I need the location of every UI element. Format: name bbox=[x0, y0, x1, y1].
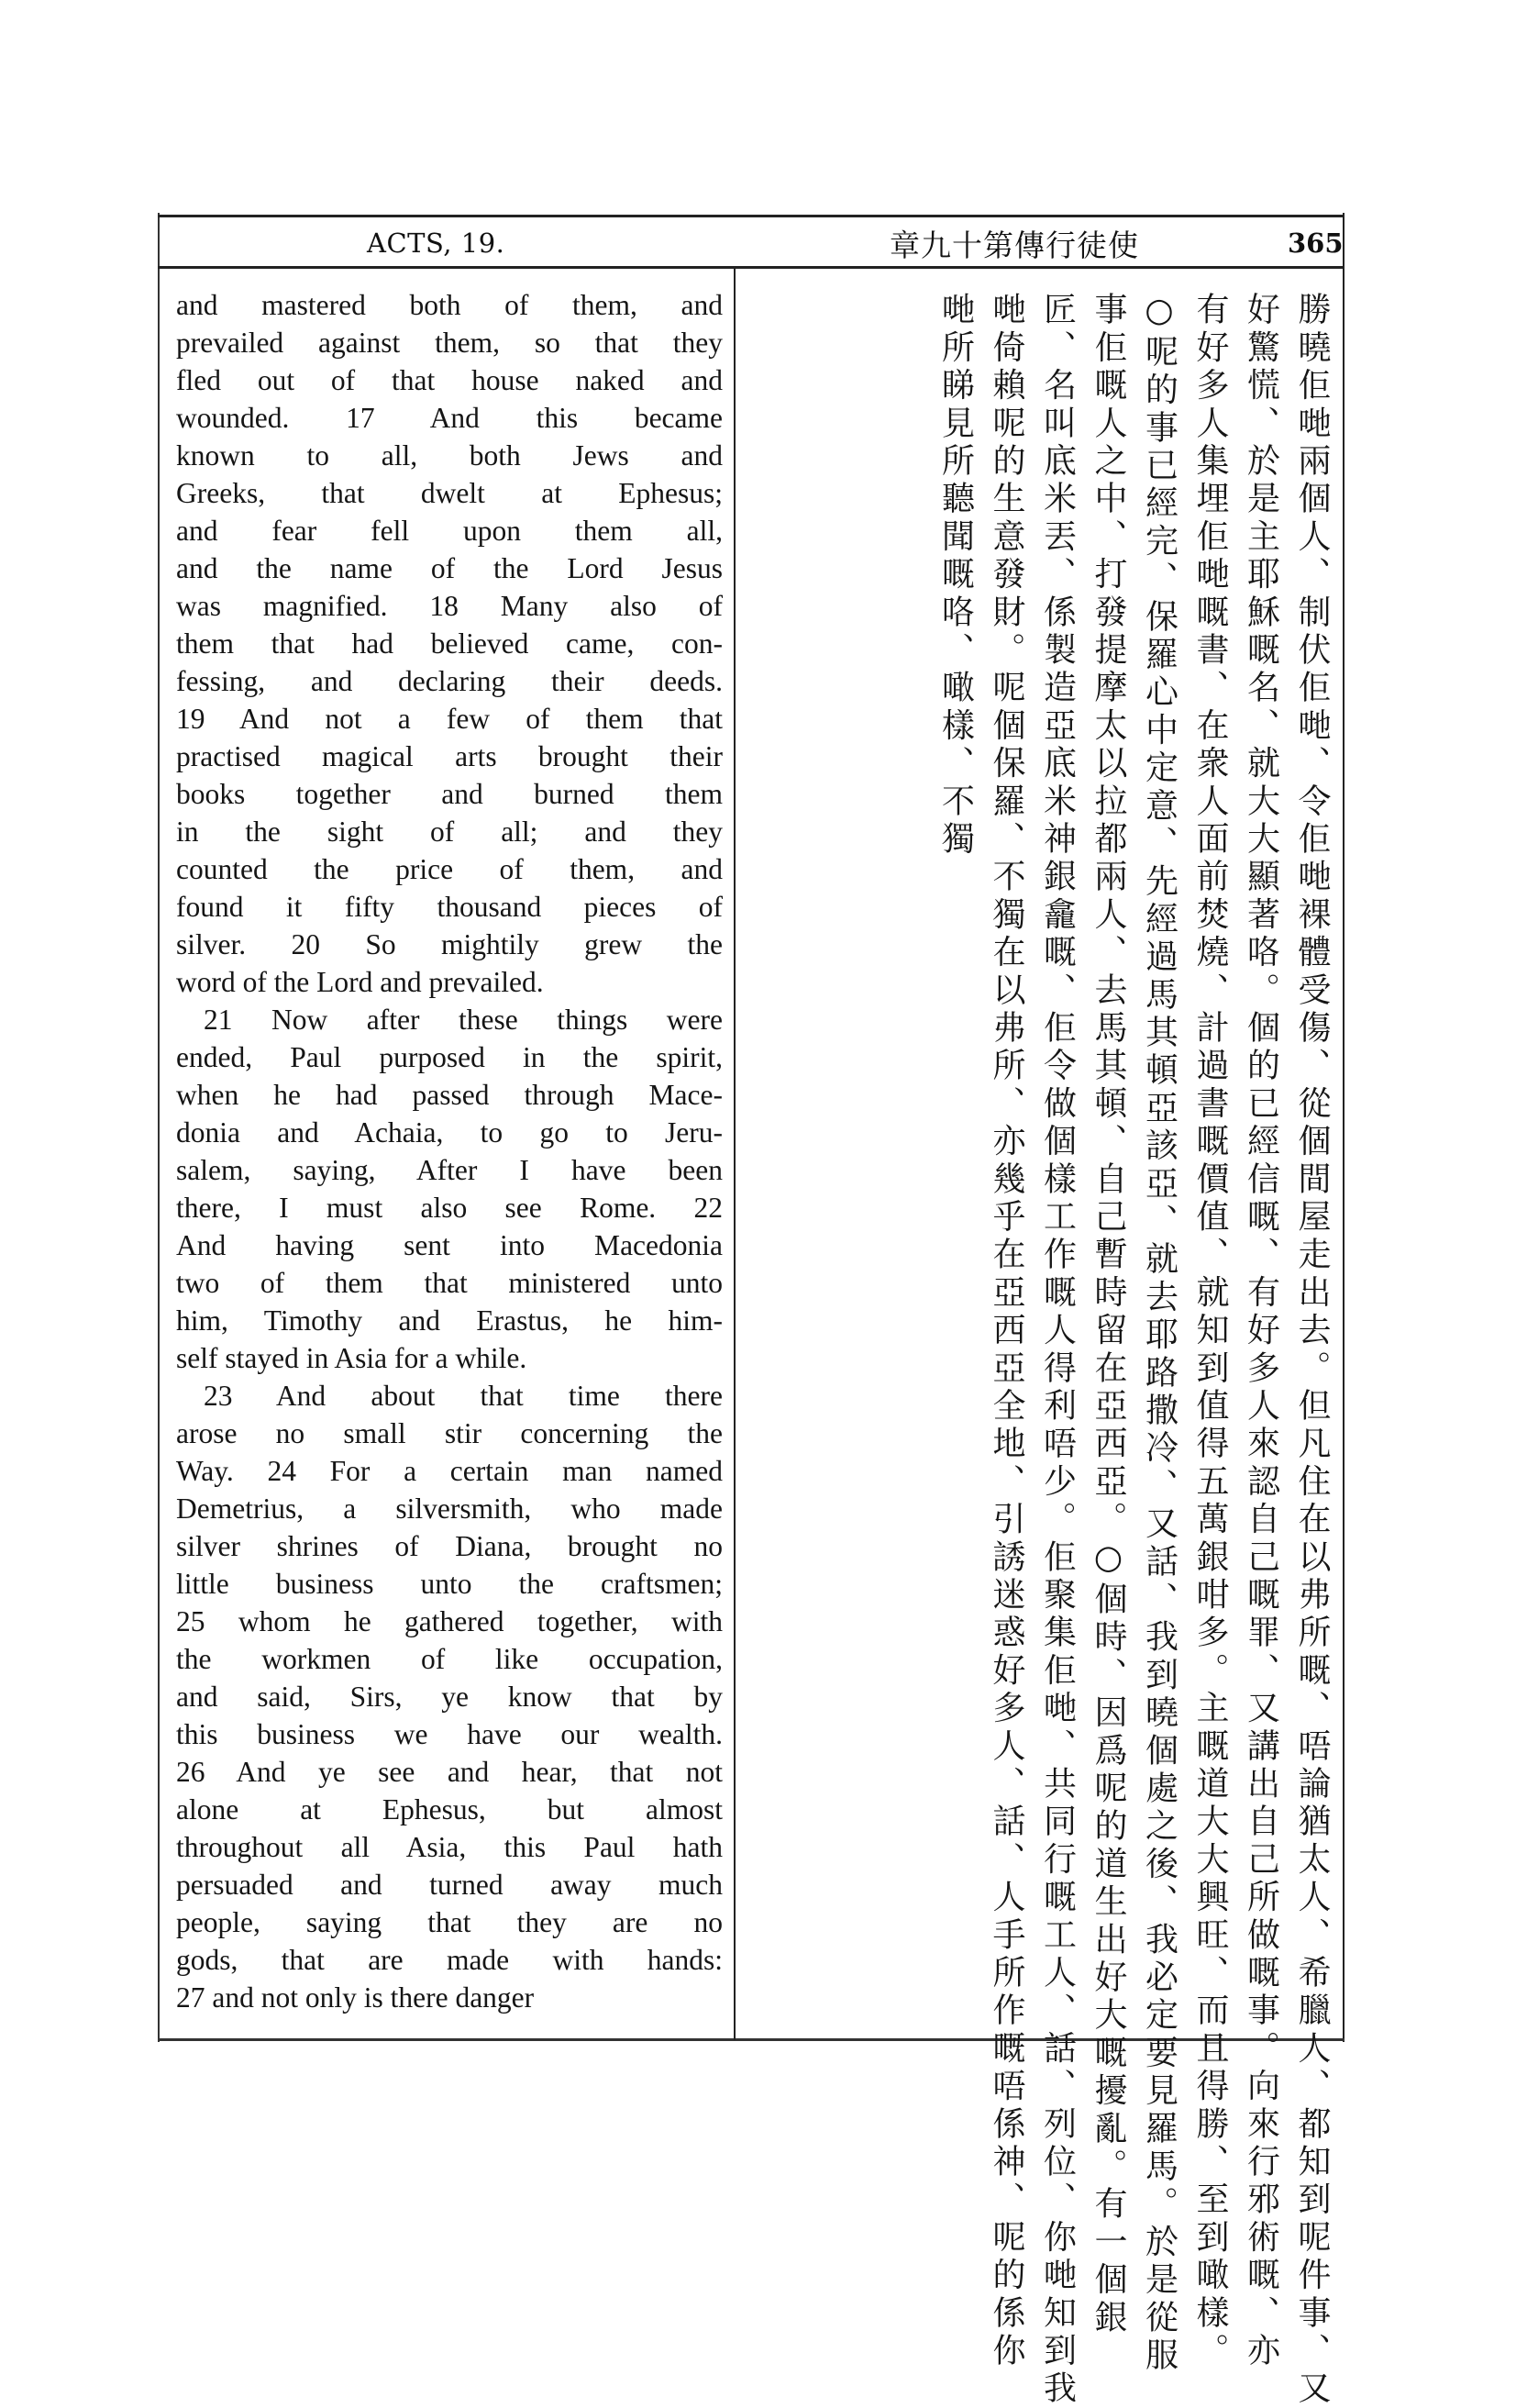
english-text-line: 23 And about that time there bbox=[204, 1380, 723, 1412]
chinese-text-column: 勝曉佢哋兩個人、制伏佢哋、令佢哋裸體受傷、從個間屋走出去。但凡住在以弗所嘅、唔論猶太人、希臘人、都知到呢件事、又 bbox=[1293, 292, 1331, 2408]
english-text-line: 21 Now after these things were bbox=[204, 1004, 723, 1036]
english-text-line: practised magical arts brought their bbox=[176, 740, 723, 772]
english-text-line: throughout all Asia, this Paul hath bbox=[176, 1831, 723, 1863]
english-text-line: people, saying that they are no bbox=[176, 1906, 723, 1938]
english-text-line: fled out of that house naked and bbox=[176, 364, 723, 396]
english-text-line: books together and burned them bbox=[176, 778, 723, 810]
english-text-line: persuaded and turned away much bbox=[176, 1869, 723, 1901]
running-head-english: ACTS, 19. bbox=[367, 227, 505, 259]
running-head-chinese: 章九十第傳行徒使 bbox=[890, 227, 1139, 263]
chinese-text-column: 好驚慌、於是主耶穌嘅名、就大大顯著咯。個的已經信嘅、有好多人來認自己嘅罪、又講出自己所做嘅事。向來行邪術嘅、亦 bbox=[1242, 292, 1280, 2370]
english-text-line: when he had passed through Mace- bbox=[176, 1079, 723, 1111]
page-number: 365 bbox=[1288, 227, 1344, 259]
chinese-text-column: 哋倚賴呢的生意發財。呢個保羅、不獨在以弗所、亦幾乎在亞西亞全地、引誘迷惑好多人、話、人手所作嘅唔係神、呢的係你 bbox=[988, 292, 1025, 2370]
english-text-column bbox=[176, 286, 723, 2016]
english-text-line: wounded. 17 And this became bbox=[176, 402, 723, 434]
english-text-line: and mastered both of them, and bbox=[176, 289, 723, 321]
english-text-line: gods, that are made with hands: bbox=[176, 1944, 723, 1976]
english-text-line: 19 And not a few of them that bbox=[176, 703, 723, 735]
chinese-text-column: 有好多人集埋佢哋嘅書、在衆人面前焚燒、計過書嘅價值、就知到值得五萬銀咁多。主嘅道大大興旺、而且得勝、至到噉樣。 bbox=[1191, 292, 1229, 2370]
english-text-line: there, I must also see Rome. 22 bbox=[176, 1192, 723, 1224]
english-text-line: silver shrines of Diana, brought no bbox=[176, 1530, 723, 1562]
english-text-line: the workmen of like occupation, bbox=[176, 1643, 723, 1675]
header-rule bbox=[158, 266, 1344, 269]
chinese-text-area bbox=[750, 292, 1337, 2408]
english-text-line: arose no small stir concerning the bbox=[176, 1417, 723, 1449]
english-text-line: fessing, and declaring their deeds. bbox=[176, 665, 723, 697]
column-divider bbox=[734, 268, 736, 2040]
english-text-line: little business unto the craftsmen; bbox=[176, 1568, 723, 1600]
english-text-line: self stayed in Asia for a while. bbox=[176, 1342, 527, 1374]
chinese-text-column: ○呢的事已經完、保羅心中定意、先經過馬其頓亞該亞、就去耶路撒冷、又話、我到曉個處之後、我必定要見羅馬。於是從服 bbox=[1140, 292, 1178, 2375]
chinese-text-column: 事佢嘅人之中、打發提摩太以拉都兩人、去馬其頓、自己暫時留在亞西亞。○個時、因爲呢的道生出好大嘅擾亂。有一個銀 bbox=[1090, 292, 1127, 2337]
english-text-line: and the name of the Lord Jesus bbox=[176, 552, 723, 584]
english-text-line: Greeks, that dwelt at Ephesus; bbox=[176, 477, 723, 509]
english-text-line: prevailed against them, so that they bbox=[176, 327, 723, 359]
english-text-line: ended, Paul purposed in the spirit, bbox=[176, 1041, 723, 1073]
english-text-line: was magnified. 18 Many also of bbox=[176, 590, 723, 622]
chinese-text-column: 哋所睇見所聽聞嘅咯、噉樣、不獨 bbox=[936, 292, 975, 859]
english-text-line: Demetrius, a silversmith, who made bbox=[176, 1493, 723, 1525]
english-text-line: known to all, both Jews and bbox=[176, 439, 723, 472]
chinese-text-column: 匠、名叫底米丟、係製造亞底米神銀龕嘅、佢令做個樣工作嘅人得利唔少。佢聚集佢哋、共同行嘅工人、話、列位、你哋知到我 bbox=[1038, 292, 1077, 2408]
english-text-line: two of them that ministered unto bbox=[176, 1267, 723, 1299]
top-rule bbox=[158, 215, 1344, 217]
english-text-line: and fear fell upon them all, bbox=[176, 515, 723, 547]
english-text-line: found it fifty thousand pieces of bbox=[176, 891, 723, 923]
english-text-line: counted the price of them, and bbox=[176, 853, 723, 885]
english-text-line: salem, saying, After I have been bbox=[176, 1154, 723, 1186]
english-text-line: in the sight of all; and they bbox=[176, 816, 723, 848]
english-text-line: Way. 24 For a certain man named bbox=[176, 1455, 723, 1487]
english-text-line: 27 and not only is there danger bbox=[176, 1981, 535, 2014]
english-text-line: word of the Lord and prevailed. bbox=[176, 966, 544, 998]
english-text-line: and said, Sirs, ye know that by bbox=[176, 1681, 723, 1713]
english-text-line: alone at Ephesus, but almost bbox=[176, 1793, 723, 1825]
english-text-line: this business we have our wealth. bbox=[176, 1718, 723, 1750]
english-text-line: And having sent into Macedonia bbox=[176, 1229, 723, 1261]
english-text-line: 26 And ye see and hear, that not bbox=[176, 1756, 723, 1788]
english-text-line: silver. 20 So mightily grew the bbox=[176, 928, 723, 960]
english-text-line: donia and Achaia, to go to Jeru- bbox=[176, 1116, 723, 1149]
english-text-line: them that had believed came, con- bbox=[176, 627, 723, 660]
english-text-line: 25 whom he gathered together, with bbox=[176, 1605, 723, 1637]
english-text-line: him, Timothy and Erastus, he him- bbox=[176, 1304, 723, 1337]
